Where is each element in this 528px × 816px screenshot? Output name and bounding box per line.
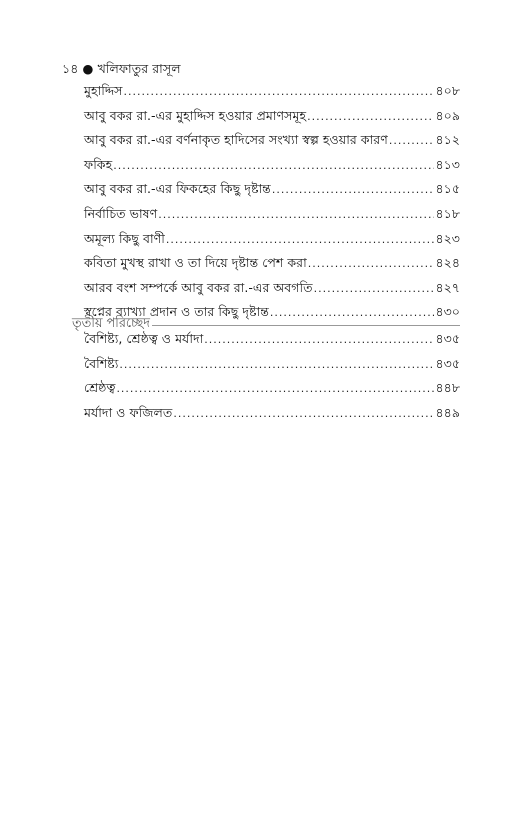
dot-leader xyxy=(272,183,435,196)
toc-entry-title: আবু বকর রা.-এর মুহাদ্দিস হওয়ার প্রমাণসমূহ xyxy=(84,107,307,123)
toc-entry xyxy=(84,83,460,108)
toc-entry xyxy=(84,108,460,133)
toc-entry xyxy=(84,356,460,381)
dot-leader xyxy=(314,282,435,295)
dot-leader xyxy=(113,159,434,172)
toc-entry-title: আরব বংশ সম্পর্কে আবু বকর রা.-এর অবগতি xyxy=(84,279,313,295)
toc-entry-page: ৪১৫ xyxy=(435,181,460,197)
toc-entry-title: বৈশিষ্ট্য xyxy=(84,355,119,371)
toc-entry-title: ফকিহ xyxy=(84,156,113,172)
toc-entry-title: কবিতা মুখস্থ রাখা ও তা দিয়ে দৃষ্টান্ত পেশ করা xyxy=(84,255,307,271)
dot-leader xyxy=(204,333,434,346)
dot-leader xyxy=(389,134,435,147)
toc-list-chapter-3 xyxy=(84,331,460,429)
dot-leader xyxy=(166,233,435,246)
toc-entry-title: আবু বকর রা.-এর বর্ণনাকৃত হাদিসের সংখ্যা স্বল্প হওয়ার কারণ xyxy=(84,132,388,148)
toc-entry-title: মুহাদ্দিস xyxy=(84,83,123,98)
toc-entry xyxy=(84,181,460,206)
toc-entry-page: ৪৪৮ xyxy=(435,380,460,396)
toc-entry-page: ৪০৮ xyxy=(435,83,460,98)
toc-entry-page: ৪১২ xyxy=(435,132,460,148)
toc-entry xyxy=(84,405,460,430)
toc-entry-page: ৪২৪ xyxy=(435,255,460,271)
toc-entry xyxy=(84,331,460,356)
toc-entry xyxy=(84,280,460,305)
toc-entry xyxy=(84,231,460,256)
toc-entry-title: স্বপ্নের ব্যাখ্যা প্রদান ও তার কিছু দৃষ্টান্ত xyxy=(84,304,269,320)
toc-entry xyxy=(84,380,460,405)
toc-entry-title: আবু বকর রা.-এর ফিকহের কিছু দৃষ্টান্ত xyxy=(84,181,271,197)
toc-entry-page: ৪১৩ xyxy=(435,156,460,172)
toc-entry-page: ৪১৮ xyxy=(435,205,460,221)
toc-entry-page: ৪২৩ xyxy=(435,230,460,246)
chapter-rule xyxy=(152,325,460,326)
toc-entry-page: ৪০৯ xyxy=(435,107,460,123)
toc-list xyxy=(84,83,460,329)
toc-entry xyxy=(84,132,460,157)
toc-entry-title: অমূল্য কিছু বাণী xyxy=(84,230,165,246)
dot-leader xyxy=(158,208,434,221)
toc-entry-page: ৪২৭ xyxy=(435,279,460,295)
dot-leader xyxy=(119,358,434,371)
dot-leader xyxy=(116,382,434,395)
toc-entry-title: বৈশিষ্ট্য, শ্রেষ্ঠত্ব ও মর্যাদা xyxy=(84,331,204,346)
toc-entry-title: শ্রেষ্ঠত্ব xyxy=(84,380,116,396)
toc-entry xyxy=(84,206,460,231)
toc-entry-page: ৪৩০ xyxy=(435,304,460,320)
toc-entry xyxy=(84,157,460,182)
toc-entry-title: নির্বাচিত ভাষণ xyxy=(84,205,158,221)
dot-leader xyxy=(308,257,435,270)
running-head: ১৪ ● খলিফাতুর রাসূল xyxy=(62,61,181,76)
toc-entry-page: ৪৩৫ xyxy=(435,331,460,346)
toc-entry-page: ৪৪৯ xyxy=(435,404,460,420)
toc-entry-page: ৪৩৫ xyxy=(435,355,460,371)
toc-entry xyxy=(84,255,460,280)
toc-entry-title: মর্যাদা ও ফজিলত xyxy=(84,404,173,420)
dot-leader xyxy=(124,85,435,98)
dot-leader xyxy=(173,407,434,420)
dot-leader xyxy=(307,110,434,123)
chapter-heading-label: তৃতীয় পরিচ্ছেদ xyxy=(72,316,150,331)
